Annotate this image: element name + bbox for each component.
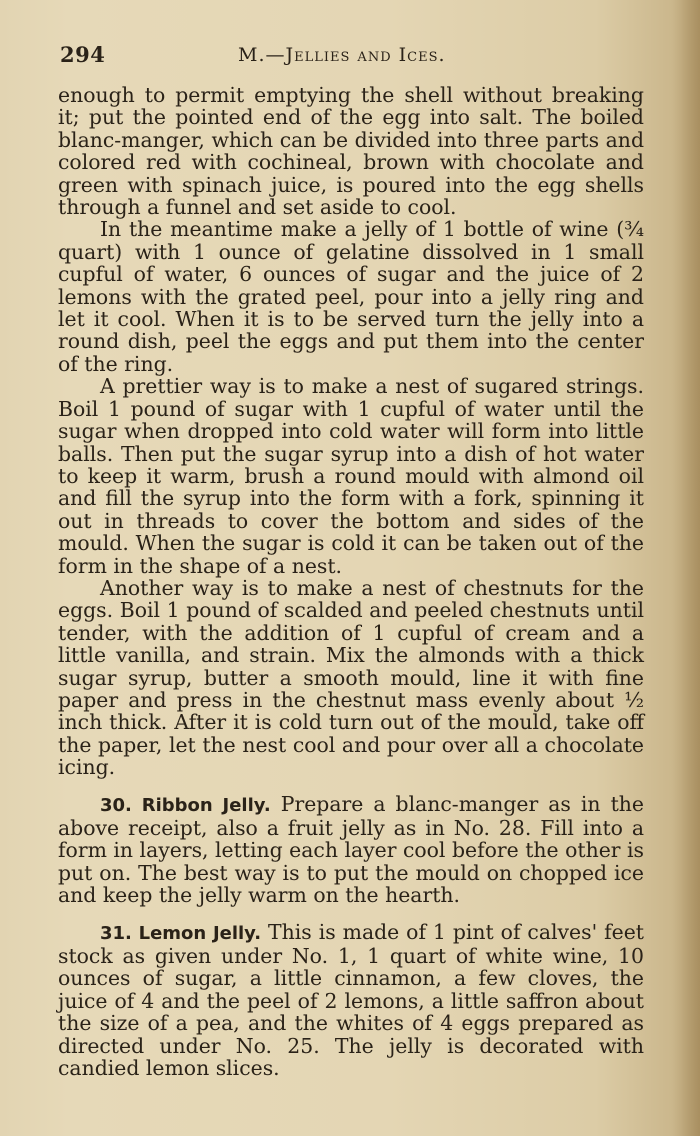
paragraph-chestnut-nest: Another way is to make a nest of chestnuts for the eggs. Boil 1 pound of scalded and peeled chestnuts until tender, with the addition of 1 cupful of cream and a little vanilla, and strain. Mix the almonds with a thick sugar syrup, butter a smooth mould, line it with fine paper and press in the chestnut mass evenly about ½ inch thick. After it is cold turn out of the mould, take off the paper, let the nest cool and pour over all a chocolate icing. — [58, 575, 644, 780]
recipe-lemon-jelly — [58, 921, 644, 1080]
recipe-text: Prepare a blanc-manger as in the above receipt, also a fruit jelly as in No. 28. Fill into a form in layers, letting each layer cool before the other is put on. The best way is to put the mould on chopped ice and keep the jelly warm on the hearth. — [58, 791, 644, 908]
recipe-heading: 31. Lemon Jelly. — [100, 922, 262, 944]
recipe-text: This is made of 1 pint of calves' feet stock as given under No. 1, 1 quart of white wine, 10 ounces of sugar, a little cinnamon, a few cloves, the juice of 4 and the peel of 2 lemons, a little saffron about the size of a pea, and the whites of 4 eggs prepared as directed under No. 25. The jelly is decorated with candied lemon slices. — [58, 919, 644, 1081]
paragraph-sugar-nest: A prettier way is to make a nest of sugared strings. Boil 1 pound of sugar with 1 cupful of water until the sugar when dropped into cold water will form into little balls. Then put the sugar syrup into a dish of hot water to keep it warm, brush a round mould with almond oil and fill the syrup into the form with a fork, spinning it out in threads to cover the bottom and sides of the mould. When the sugar is cold it can be taken out of the form in the shape of a nest. — [58, 374, 644, 578]
paragraph-jelly-wine: In the meantime make a jelly of 1 bottle of wine (¾ quart) with 1 ounce of gelatine dissolved in 1 small cupful of water, 6 ounces of sugar and the juice of 2 lemons with the grated peel, pour into a jelly ring and let it cool. When it is to be served turn the jelly into a round dish, peel the eggs and put them into the center of the ring. — [58, 217, 644, 376]
recipe-ribbon-jelly — [58, 793, 644, 907]
running-title: M.—Jellies and Ices. — [238, 44, 446, 66]
page-header — [60, 42, 640, 76]
page-body — [58, 84, 644, 1079]
recipe-heading: 30. Ribbon Jelly. — [100, 794, 271, 816]
page-number: 294 — [60, 42, 106, 67]
paragraph-continuation: enough to permit emptying the shell without breaking it; put the pointed end of the egg into salt. The boiled blanc-manger, which can be divided into three parts and colored red with cochineal, brown with chocolate and green with spinach juice, is poured into the egg shells through a funnel and set aside to cool. — [58, 83, 644, 220]
